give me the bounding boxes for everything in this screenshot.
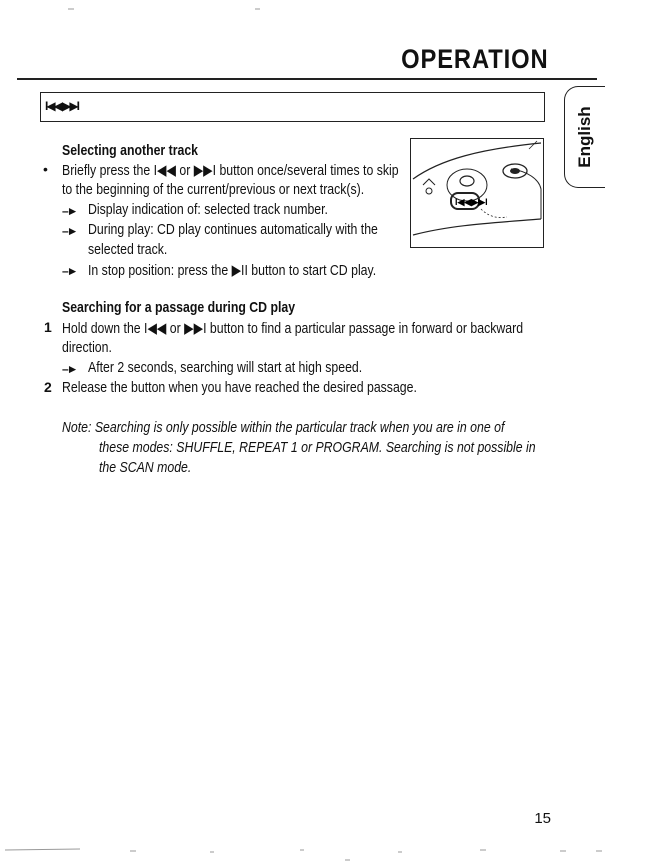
- selecting-result2-line2: selected track.: [88, 241, 168, 258]
- page-number: 15: [534, 810, 551, 827]
- selecting-result3: In stop position: press the ▶II button to start CD play.: [88, 262, 377, 279]
- step-number: 2: [44, 379, 52, 395]
- selecting-bullet-line2: to the beginning of the current/previous or next track(s).: [62, 181, 365, 198]
- cd-player-buttons-icon: [410, 138, 544, 248]
- language-tab: [564, 86, 605, 188]
- selecting-heading: Selecting another track: [62, 142, 199, 159]
- result-arrow-icon: –►: [62, 224, 77, 238]
- searching-step1-line1: Hold down the I◀◀ or ▶▶I button to find a particular passage in forward or backward: [62, 320, 524, 337]
- selecting-result1: Display indication of: selected track number.: [88, 201, 328, 218]
- result-arrow-icon: –►: [62, 204, 77, 218]
- section-header-box: [40, 92, 545, 122]
- header-rule: [17, 78, 597, 80]
- result-arrow-icon: –►: [62, 362, 77, 376]
- note-line1: Note: Searching is only possible within the particular track when you are in one of: [62, 419, 505, 436]
- step-number: 1: [44, 319, 52, 335]
- language-tab-label: English: [575, 106, 594, 168]
- note-line2: these modes: SHUFFLE, REPEAT 1 or PROGRAM. Searching is not possible in: [99, 439, 536, 456]
- searching-step1-line2: direction.: [62, 339, 112, 356]
- skip-buttons-symbol: I◀◀ ▶▶I: [45, 99, 78, 113]
- selecting-result2-line1: During play: CD play continues automatically with the: [88, 221, 378, 238]
- svg-text:I◀◀▶▶I: I◀◀▶▶I: [455, 197, 488, 207]
- page-title: OPERATION: [401, 44, 549, 74]
- bullet-icon: •: [43, 161, 48, 177]
- note-line3: the SCAN mode.: [99, 459, 192, 476]
- result-arrow-icon: –►: [62, 264, 77, 278]
- searching-heading: Searching for a passage during CD play: [62, 299, 296, 316]
- selecting-bullet-line1: Briefly press the I◀◀ or ▶▶I button once/several times to skip: [62, 162, 399, 179]
- searching-step1-result: After 2 seconds, searching will start at high speed.: [88, 359, 363, 376]
- searching-step2: Release the button when you have reached the desired passage.: [62, 379, 417, 396]
